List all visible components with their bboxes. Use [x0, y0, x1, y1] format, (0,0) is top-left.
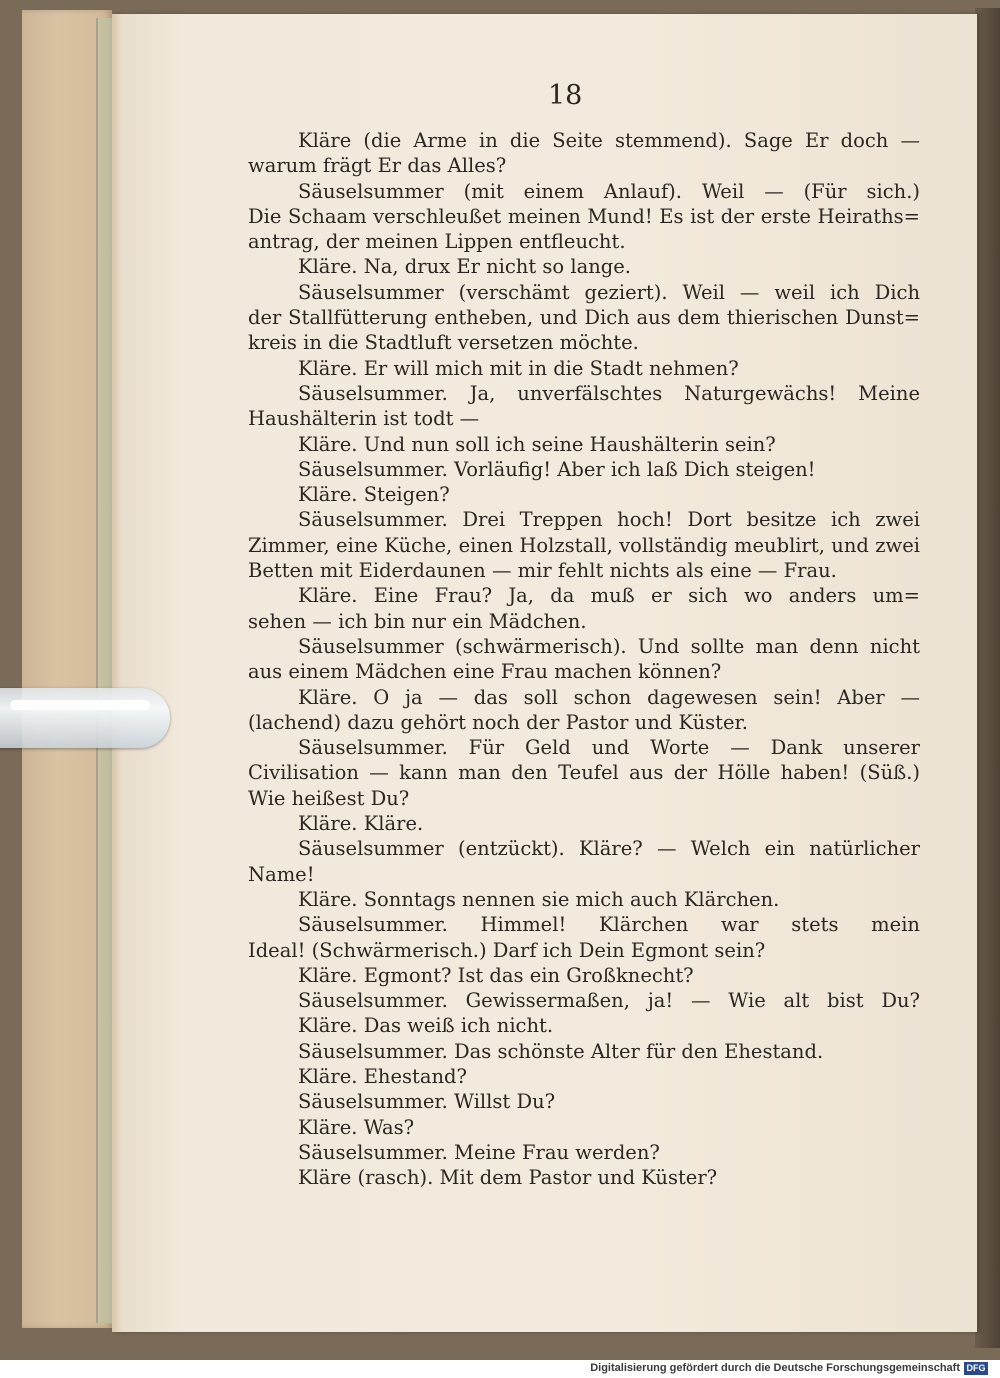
text-line: Kläre. Ehestand? [298, 1064, 467, 1088]
text-line: Kläre. Das weiß ich nicht. [298, 1014, 554, 1038]
text-line: Säuselsummer (entzückt). Kläre? — Welch ein natürlicher [298, 837, 920, 861]
text-line: Säuselsummer. Ja, unverfälschtes Naturgewächs! Meine [298, 381, 920, 405]
text-line: Ideal! (Schwärmerisch.) Darf ich Dein Egmont sein? [248, 938, 766, 962]
text-line: Säuselsummer. Willst Du? [298, 1090, 556, 1114]
text-line: Zimmer, eine Küche, einen Holzstall, vollständig meublirt, und zwei [248, 533, 920, 557]
text-line: Betten mit Eiderdaunen — mir fehlt nichts als eine — Frau. [248, 559, 837, 583]
text-line: Kläre. Und nun soll ich seine Haushälterin sein? [298, 432, 776, 456]
text-line: antrag, der meinen Lippen entfleucht. [248, 230, 626, 254]
text-line: Säuselsummer. Himmel! Klärchen war stets mein [298, 913, 920, 937]
text-line: Kläre. Kläre. [298, 812, 424, 836]
text-line: Haushälterin ist todt — [248, 407, 480, 431]
text-line: der Stallfütterung entheben, und Dich aus dem thierischen Dunst= [248, 306, 920, 330]
text-line: Civilisation — kann man den Teufel aus der Hölle haben! (Süß.) [248, 761, 920, 785]
text-line: Säuselsummer. Das schönste Alter für den Ehestand. [298, 1039, 824, 1063]
text-line: Kläre (die Arme in die Seite stemmend). Sage Er doch — [298, 129, 920, 152]
text-line: Säuselsummer. Meine Frau werden? [298, 1140, 660, 1164]
text-line: sehen — ich bin nur ein Mädchen. [248, 609, 587, 633]
text-line: Säuselsummer (schwärmerisch). Und sollte man denn nicht [298, 634, 920, 658]
text-line: Kläre. Steigen? [298, 483, 450, 507]
text-line: (lachend) dazu gehört noch der Pastor und Küster. [248, 710, 748, 734]
text-line: kreis in die Stadtluft versetzen möchte. [248, 331, 639, 355]
text-line: aus einem Mädchen eine Frau machen können? [248, 660, 722, 684]
text-line: Kläre. Was? [298, 1115, 415, 1139]
text-line: Wie heißest Du? [248, 786, 410, 810]
page-number: 18 [548, 80, 583, 111]
page-text [248, 128, 920, 1190]
text-line: Kläre. Na, drux Er nicht so lange. [298, 255, 631, 279]
text-line: Kläre. Eine Frau? Ja, da muß er sich wo anders um= [298, 584, 920, 608]
text-line: Kläre. Er will mich mit in die Stadt nehmen? [298, 356, 739, 380]
text-line: Säuselsummer. Gewissermaßen, ja! — Wie alt bist Du? [298, 989, 920, 1013]
text-line: Name! [248, 862, 315, 886]
text-line: Säuselsummer. Drei Treppen hoch! Dort besitze ich zwei [298, 508, 920, 532]
text-line: Säuselsummer. Vorläufig! Aber ich laß Dich steigen! [298, 457, 816, 481]
plastic-clip-highlight [10, 700, 150, 710]
text-line: Kläre. Sonntags nennen sie mich auch Klärchen. [298, 887, 780, 911]
book-right-edge [975, 8, 1000, 1348]
text-line: Säuselsummer. Für Geld und Worte — Dank unserer [298, 736, 920, 760]
text-line: Die Schaam verschleußet meinen Mund! Es ist der erste Heiraths= [248, 204, 920, 228]
text-line: Kläre. O ja — das soll schon dagewesen sein! Aber — [298, 685, 920, 709]
text-line: Säuselsummer (mit einem Anlauf). Weil — (Für sich.) [298, 179, 920, 203]
page-gutter-shadow [112, 14, 122, 1332]
text-line: Säuselsummer (verschämt geziert). Weil — weil ich Dich [298, 280, 920, 304]
dfg-logo: DFG [964, 1362, 988, 1375]
text-line: Kläre. Egmont? Ist das ein Großknecht? [298, 963, 694, 987]
text-line: warum frägt Er das Alles? [248, 154, 507, 178]
plastic-clip [0, 688, 170, 748]
funding-credit: Digitalisierung gefördert durch die Deutsche Forschungsgemeinschaft [590, 1362, 960, 1374]
text-line: Kläre (rasch). Mit dem Pastor und Küster? [298, 1166, 718, 1190]
